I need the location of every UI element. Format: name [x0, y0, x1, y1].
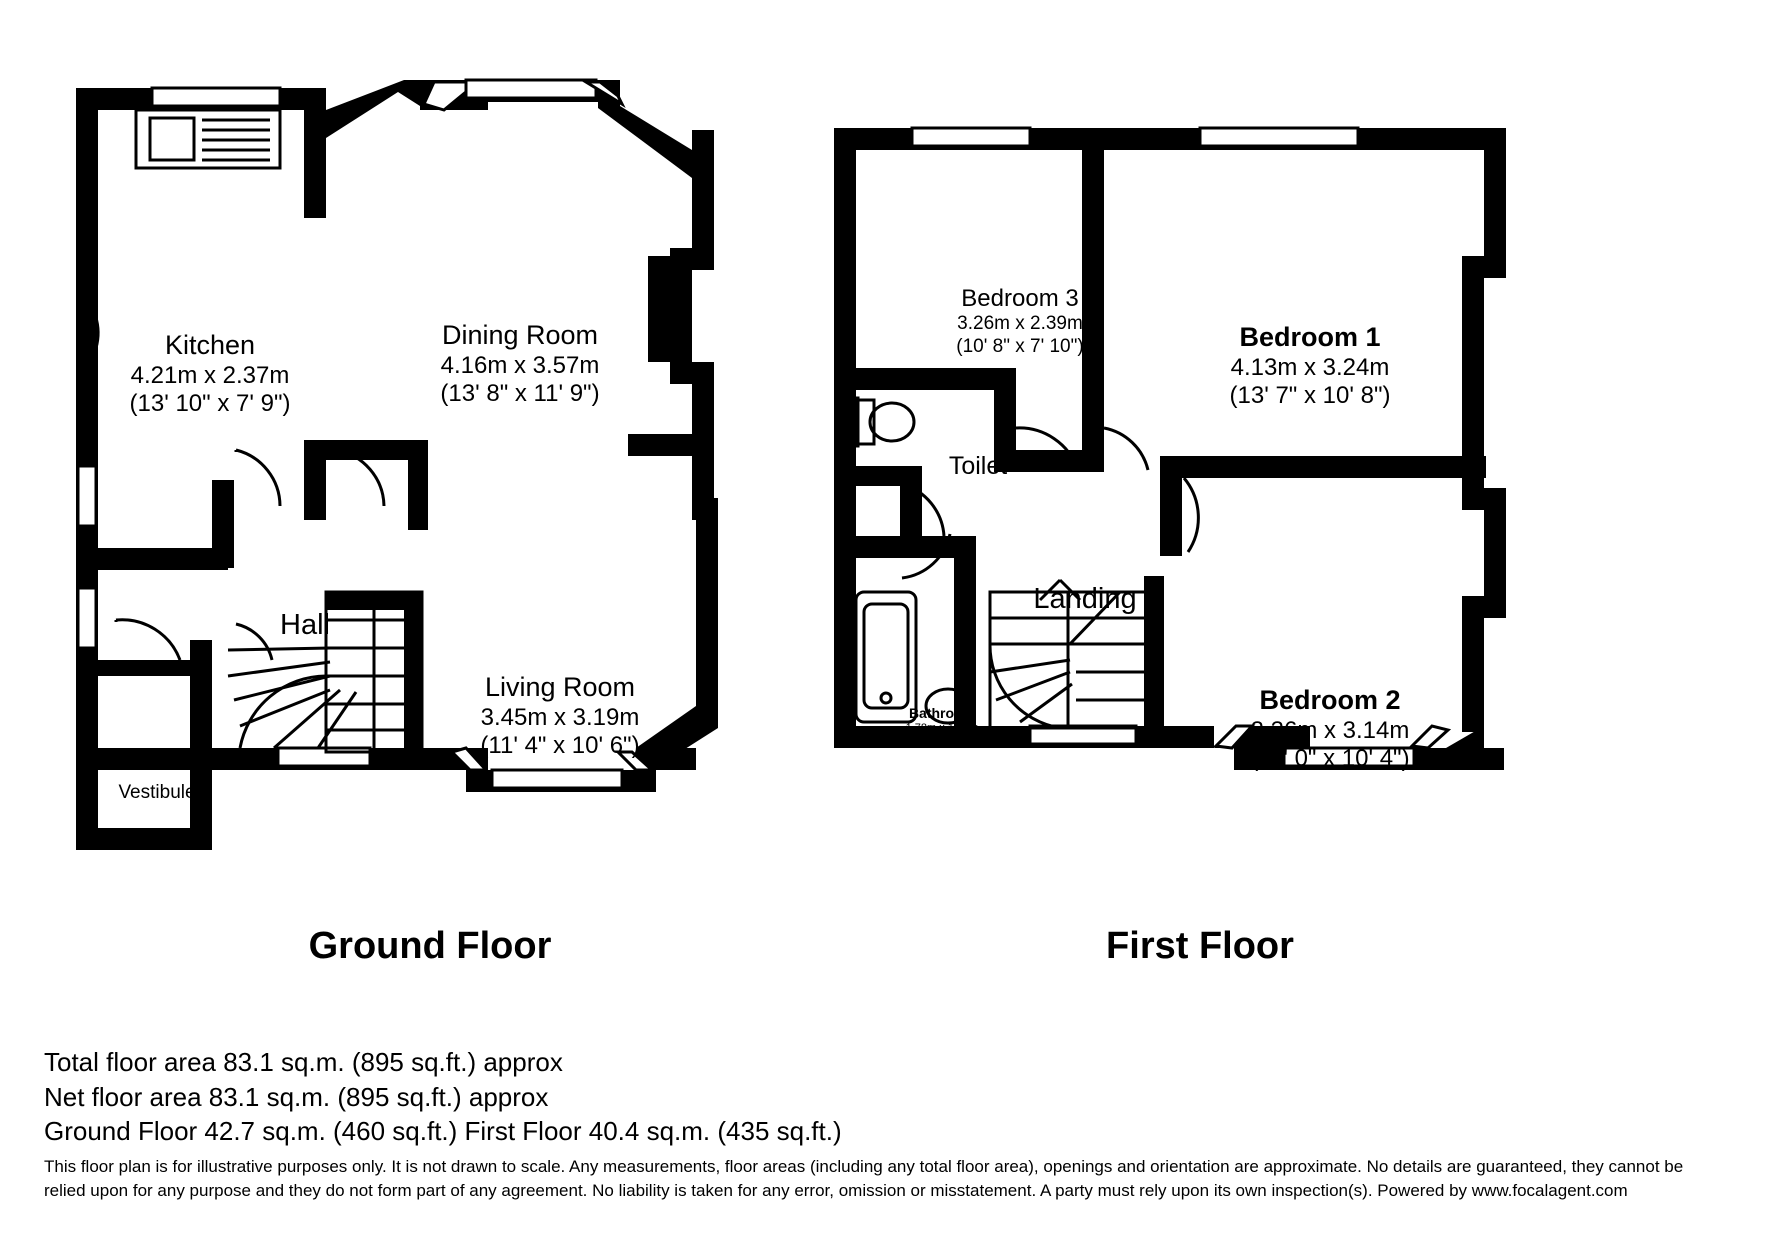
room-name-bedroom-1: Bedroom 1 [1239, 322, 1381, 352]
room-label-bedroom-3 [900, 285, 1140, 358]
toilet-fixture [836, 398, 914, 446]
window-bedroom1-top [1200, 128, 1358, 146]
window-living-bay [492, 770, 622, 788]
room-label-bathroom [882, 705, 1002, 747]
room-dims-imperial-living-room: (11' 4" x 10' 6") [480, 732, 640, 760]
room-dims-kitchen: 4.21m x 2.37m [130, 361, 290, 389]
room-name-living-room: Living Room [484, 672, 636, 702]
room-dims-imperial-bedroom-3: (10' 8" x 7' 10") [956, 335, 1084, 357]
room-dims-living-room: 3.45m x 3.19m [480, 703, 640, 731]
room-dims-imperial-bathroom: (5' 10" x 4' 9") [908, 734, 976, 747]
room-name-kitchen: Kitchen [164, 330, 256, 360]
room-label-vestibule: Vestibule [118, 782, 196, 803]
room-label-landing: Landing [1033, 583, 1137, 615]
kitchen-sink-unit [136, 110, 280, 168]
room-dims-imperial-bedroom-2: (11' 0" x 10' 4") [1250, 745, 1410, 773]
floor-title-first: First Floor [1106, 925, 1294, 967]
per-floor-area: Ground Floor 42.7 sq.m. (460 sq.ft.) First Floor 40.4 sq.m. (435 sq.ft.) [44, 1116, 842, 1147]
room-dims-dining-room: 4.16m x 3.57m [440, 351, 600, 379]
first-floor-walls [834, 128, 1506, 770]
room-label-toilet: Toilet [948, 452, 1008, 480]
disclaimer-text: This floor plan is for illustrative purposes only. It is not drawn to scale. Any measurements, floor areas (including any total floor area), openings and orientation are approximate. No details are guaranteed, they cannot be relied upon for any purpose and they do not form part of any agreement. No liability is taken for any error, omission or misstatement. A party must rely upon its own inspection(s). Powered by www.focalagent.com [44, 1156, 1684, 1200]
door-bedroom2 [1184, 478, 1198, 552]
room-name-bedroom-3: Bedroom 3 [961, 285, 1079, 312]
room-label-hall: Hall [280, 609, 330, 641]
room-name-bathroom: Bathroom [908, 705, 976, 721]
room-dims-bedroom-2: 3.36m x 3.14m [1250, 716, 1410, 744]
total-floor-area: Total floor area 83.1 sq.m. (895 sq.ft.) approx [44, 1047, 563, 1077]
bathroom-fixtures [856, 592, 970, 723]
door-bedroom1 [1104, 428, 1148, 470]
window-dining-bay-center [466, 80, 596, 98]
window-hall-left-lower [78, 588, 96, 648]
net-floor-area: Net floor area 83.1 sq.m. (895 sq.ft.) approx [44, 1081, 549, 1112]
room-dims-bedroom-3: 3.26m x 2.39m [957, 313, 1083, 335]
room-dims-bedroom-1: 4.13m x 3.24m [1230, 353, 1390, 381]
window-bedroom3-top [912, 128, 1030, 146]
room-dims-imperial-bedroom-1: (13' 7" x 10' 8") [1229, 382, 1391, 410]
first-floor-plan [834, 128, 1506, 770]
room-name-dining-room: Dining Room [441, 320, 599, 350]
room-dims-imperial-kitchen: (13' 10" x 7' 9") [129, 390, 291, 418]
window-kitchen-top [152, 88, 280, 106]
room-dims-imperial-dining-room: (13' 8" x 11' 9") [440, 380, 600, 408]
room-label-dining-room [390, 320, 650, 408]
door-vestibule [116, 620, 180, 660]
room-name-bedroom-2: Bedroom 2 [1259, 685, 1401, 715]
room-dims-bathroom: 1.78m x 1.45m [905, 721, 979, 734]
window-hall-left-upper [78, 466, 96, 526]
room-label-bedroom-2 [1200, 685, 1460, 773]
footer-area-summary [44, 1045, 1734, 1203]
floor-title-ground: Ground Floor [308, 925, 552, 967]
room-label-living-room [430, 672, 690, 760]
room-label-kitchen [80, 330, 340, 418]
room-label-bedroom-1 [1180, 322, 1440, 410]
